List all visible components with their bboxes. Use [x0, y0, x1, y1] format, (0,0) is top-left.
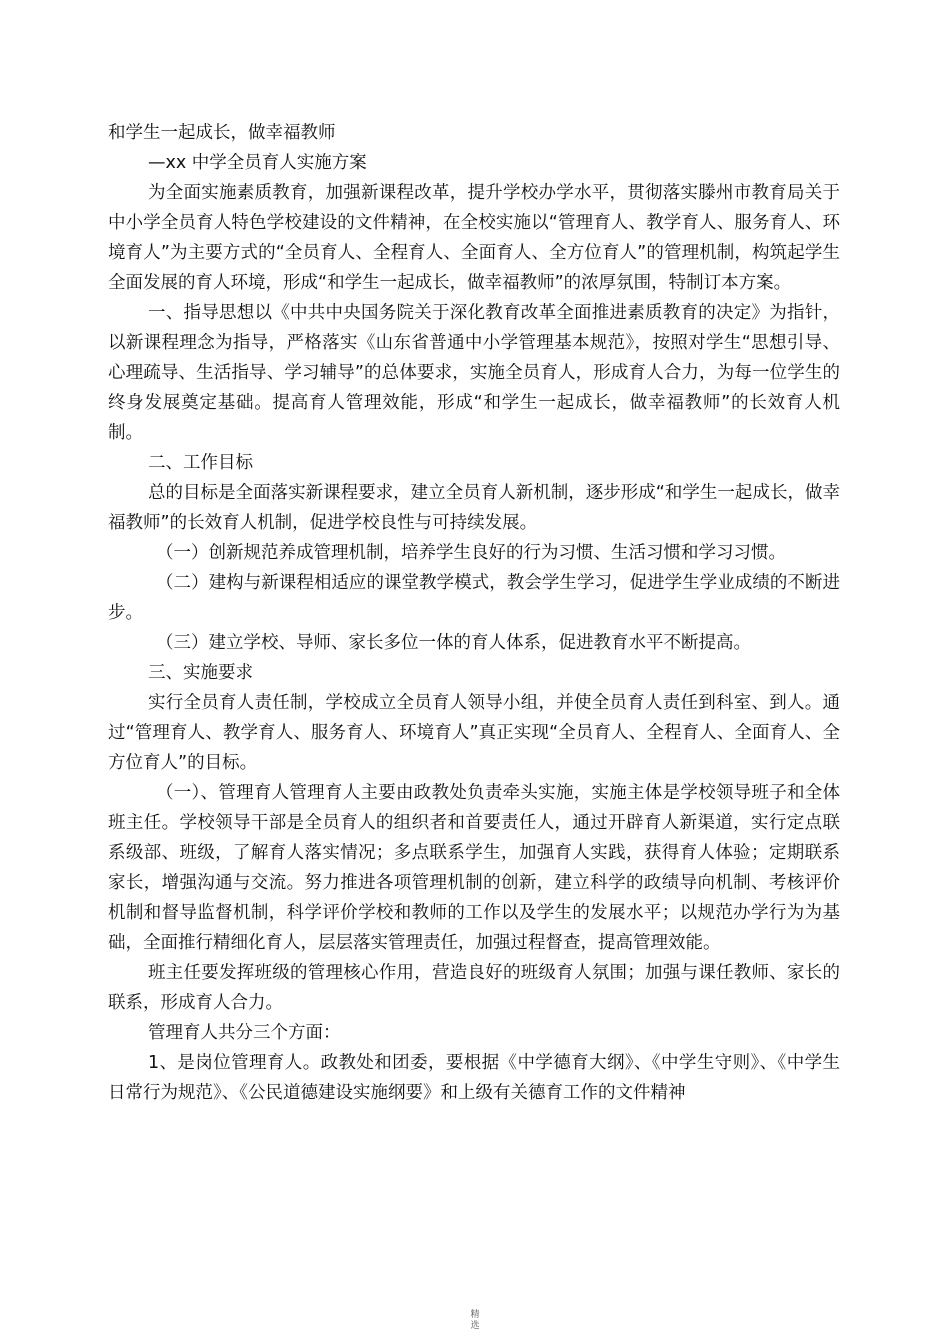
document-subtitle: —xx 中学全员育人实施方案 [148, 153, 367, 173]
section-heading-work-goals: 二、工作目标 [148, 453, 253, 473]
document-title: 和学生一起成长，做幸福教师 [108, 123, 336, 143]
paragraph: 班主任要发挥班级的管理核心作用，营造良好的班级育人氛围；加强与课任教师、家长的联系，形成育人合力。 [108, 963, 840, 1013]
list-item: （三）建立学校、导师、家长多位一体的育人体系，促进教育水平不断提高。 [156, 633, 751, 653]
section-heading-requirements: 三、实施要求 [148, 663, 253, 683]
paragraph-management-education: （一）、管理育人管理育人主要由政教处负责牵头实施，实施主体是学校领导班子和全体班主任。学校领导干部是全员育人的组织者和首要责任人，通过开辟育人新渠道，实行定点联系级部、班级，了解育人落实情况；多点联系学生，加强育人实践，获得育人体验；定期联系家长，增强沟通与交流。努力推进各项管理机制的创新，建立科学的政绩导向机制、考核评价机制和督导监督机制，科学评价学校和教师的工作以及学生的发展水平；以规范办学行为为基础，全面推行精细化育人，层层落实管理责任，加强过程督查，提高管理效能。 [108, 783, 840, 953]
page-footer [0, 1310, 950, 1332]
paragraph: 1、是岗位管理育人。政教处和团委，要根据《中学德育大纲》、《中学生守则》、《中学生日常行为规范》、《公民道德建设实施纲要》和上级有关德育工作的文件精神 [108, 1053, 840, 1103]
paragraph: 总的目标是全面落实新课程要求，建立全员育人新机制，逐步形成“和学生一起成长，做幸福教师”的长效育人机制，促进学校良性与可持续发展。 [108, 483, 840, 533]
paragraph-guiding-ideology: 一、指导思想以《中共中央国务院关于深化教育改革全面推进素质教育的决定》为指针，以新课程理念为指导，严格落实《山东省普通中小学管理基本规范》，按照对学生“思想引导、心理疏导、生活指导、学习辅导”的总体要求，实施全员育人，形成育人合力，为每一位学生的终身发展奠定基础。提高育人管理效能，形成“和学生一起成长，做幸福教师”的长效育人机制。 [108, 303, 840, 443]
document-body [108, 118, 840, 1108]
paragraph: 实行全员育人责任制，学校成立全员育人领导小组，并使全员育人责任到科室、到人。通过“管理育人、教学育人、服务育人、环境育人”真正实现“全员育人、全程育人、全面育人、全方位育人”的目标。 [108, 693, 840, 773]
paragraph: 管理育人共分三个方面： [148, 1023, 341, 1043]
list-item: （一）创新规范养成管理机制，培养学生良好的行为习惯、生活习惯和学习习惯。 [156, 543, 786, 563]
footer-mark-top: 精 [470, 1310, 480, 1320]
footer-mark-bottom: 选 [470, 1321, 480, 1331]
paragraph: 为全面实施素质教育，加强新课程改革，提升学校办学水平，贯彻落实滕州市教育局关于中小学全员育人特色学校建设的文件精神，在全校实施以“管理育人、教学育人、服务育人、环境育人”为主要方式的“全员育人、全程育人、全面育人、全方位育人”的管理机制，构筑起学生全面发展的育人环境，形成“和学生一起成长，做幸福教师”的浓厚氛围，特制订本方案。 [108, 183, 840, 293]
list-item: （二）建构与新课程相适应的课堂教学模式，教会学生学习，促进学生学业成绩的不断进步。 [108, 573, 840, 623]
